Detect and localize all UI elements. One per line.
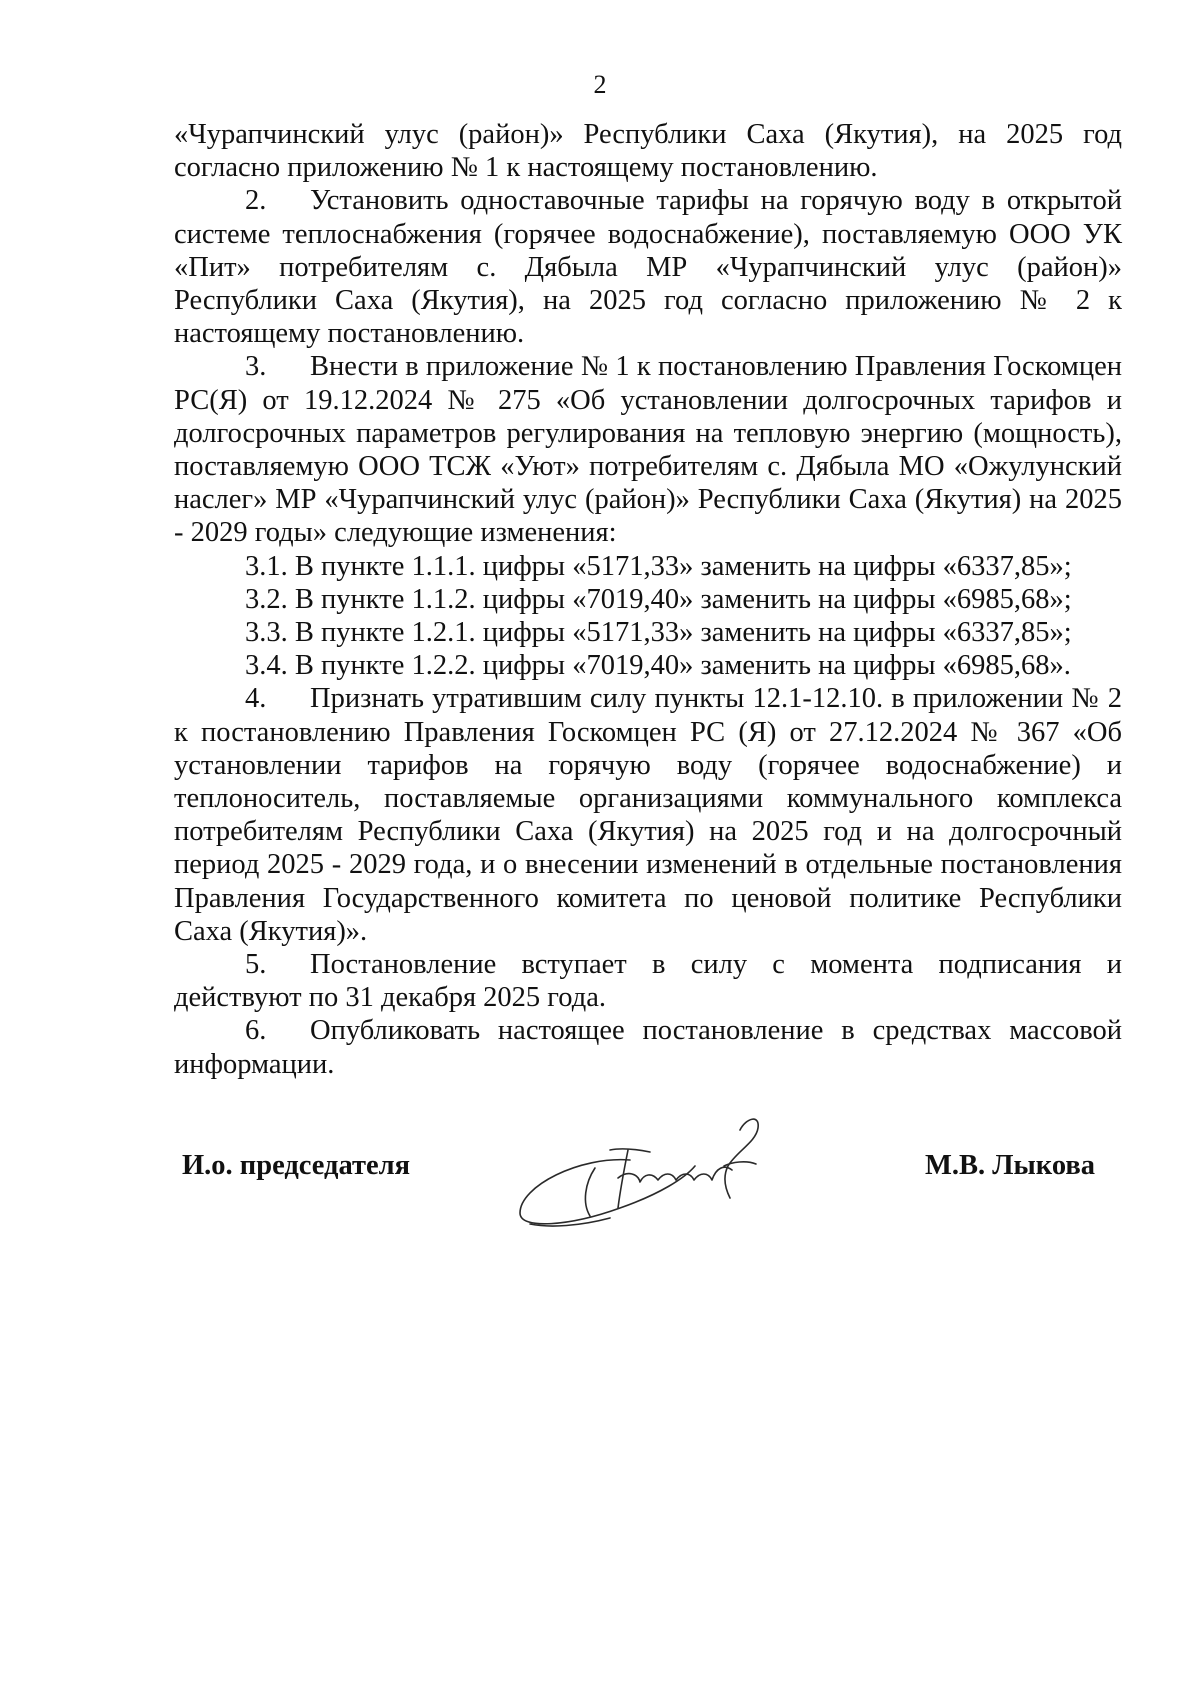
paragraph-5 bbox=[174, 948, 1122, 1014]
subitem-3-1: 3.1. В пункте 1.1.1. цифры «5171,33» заменить на цифры «6337,85»; bbox=[245, 550, 1072, 582]
page-number: 2 bbox=[593, 70, 607, 99]
paragraph-2-number: 2. bbox=[245, 185, 267, 217]
paragraph-6 bbox=[174, 1014, 1122, 1080]
paragraph-4 bbox=[174, 682, 1122, 948]
paragraph-intro: «Чурапчинский улус (район)» Республики Саха (Якутия), на 2025 год согласно приложению № 1 к настоящему постановлению. bbox=[174, 119, 1122, 184]
handwritten-signature bbox=[510, 1108, 810, 1233]
paragraph-5-number: 5. bbox=[245, 949, 267, 981]
signer-name: М.В. Лыкова bbox=[925, 1150, 1095, 1181]
paragraph-4-text: Признать утратившим силу пункты 12.1-12.10. в приложении № 2 к постановлению Правления Госкомцен РС (Я) от 27.12.2024 № 367 «Об установлении тарифов на горячую воду (горячее водоснабжение) и теплоноситель, поставляемые организациями коммунального комплекса потребителям Республики Саха (Якутия) на 2025 год и на долгосрочный период 2025 - 2029 года, и о внесении изменений в отдельные постановления Правления Государственного комитета по ценовой политике Республики Саха (Якутия)». bbox=[174, 683, 1122, 947]
paragraph-3 bbox=[174, 350, 1122, 549]
paragraph-6-number: 6. bbox=[245, 1015, 267, 1047]
subitem-3-4: 3.4. В пункте 1.2.2. цифры «7019,40» заменить на цифры «6985,68». bbox=[245, 650, 1071, 682]
paragraph-5-text: Постановление вступает в силу с момента подписания и действуют по 31 декабря 2025 года. bbox=[174, 949, 1122, 1014]
subitem-3-2: 3.2. В пункте 1.1.2. цифры «7019,40» заменить на цифры «6985,68»; bbox=[245, 583, 1072, 615]
paragraph-3-number: 3. bbox=[245, 351, 267, 383]
paragraph-4-number: 4. bbox=[245, 683, 267, 715]
signer-title: И.о. председателя bbox=[182, 1150, 411, 1181]
paragraph-6-text: Опубликовать настоящее постановление в средствах массовой информации. bbox=[174, 1015, 1122, 1080]
paragraph-2 bbox=[174, 184, 1122, 350]
paragraph-3-text: Внести в приложение № 1 к постановлению Правления Госкомцен РС(Я) от 19.12.2024 № 275 «Об установлении долгосрочных тарифов и долгосрочных параметров регулирования на тепловую энергию (мощность), поставляемую ООО ТСЖ «Уют» потребителям с. Дябыла МО «Ожулунский наслег» МР «Чурапчинский улус (район)» Республики Саха (Якутия) на 2025 - 2029 годы» следующие изменения: bbox=[174, 351, 1122, 549]
subitem-3-3: 3.3. В пункте 1.2.1. цифры «5171,33» заменить на цифры «6337,85»; bbox=[245, 617, 1072, 649]
document-body bbox=[174, 118, 1122, 1081]
paragraph-2-text: Установить одноставочные тарифы на горячую воду в открытой системе теплоснабжения (горячее водоснабжение), поставляемую ООО УК «Пит» потребителям с. Дябыла МР «Чурапчинский улус (район)» Республики Саха (Якутия), на 2025 год согласно приложению № 2 к настоящему постановлению. bbox=[174, 185, 1122, 350]
